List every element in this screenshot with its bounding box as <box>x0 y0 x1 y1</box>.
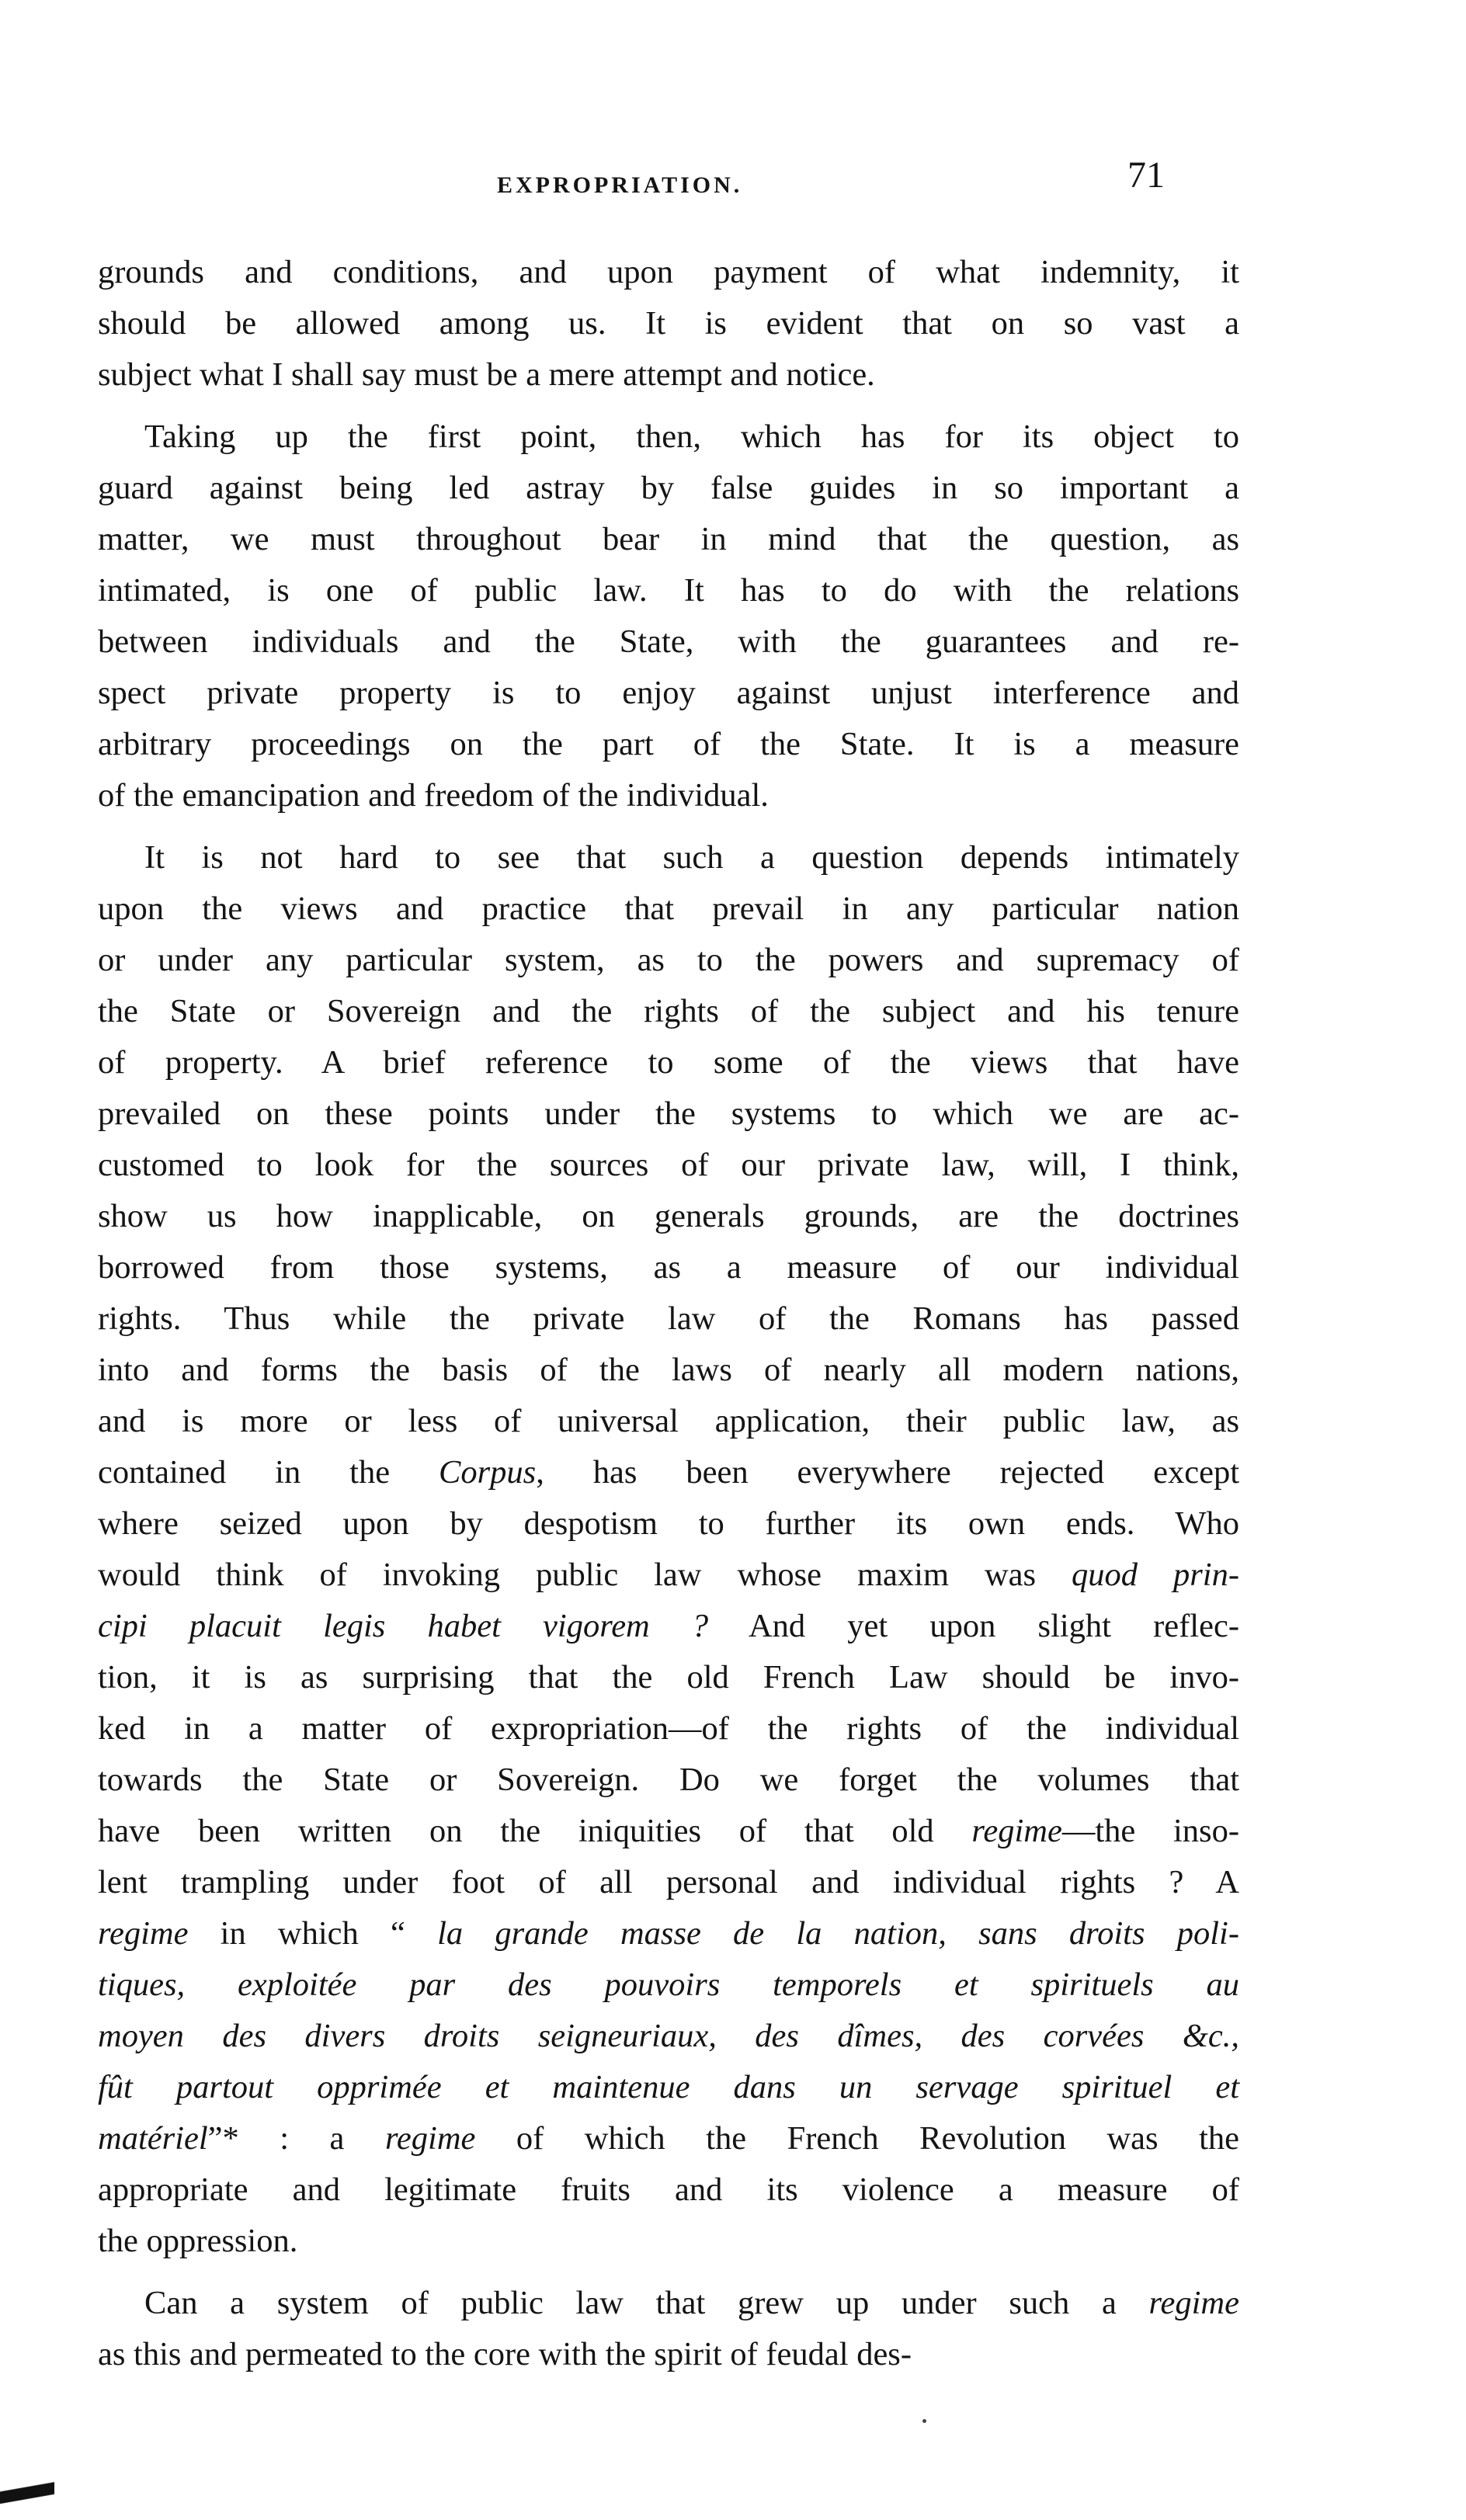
text-line: lent trampling under foot of all personal and individual rights ? A <box>98 1864 1239 1900</box>
text-line: where seized upon by despotism to further its own ends. Who <box>98 1505 1239 1542</box>
text-line: Taking up the first point, then, which has for its object to <box>144 418 1239 455</box>
text-line <box>98 2011 1239 2062</box>
text-line: into and forms the basis of the laws of nearly all modern nations, <box>98 1352 1239 1388</box>
italic-text: regime <box>384 2120 476 2157</box>
text-line: of property. A brief reference to some of the views that have <box>98 1044 1239 1081</box>
text-line: of the emancipation and freedom of the individual. <box>98 777 769 814</box>
italic-text: regime <box>98 1915 189 1952</box>
running-head: EXPROPRIATION. <box>497 172 743 198</box>
italic-text: la grande masse de la nation, sans droits poli- <box>437 1915 1239 1952</box>
text-line: or under any particular system, as to the powers and supremacy of <box>98 942 1239 978</box>
text-line: borrowed from those systems, as a measure of our individual <box>98 1249 1239 1286</box>
italic-text: moyen des divers droits seigneuriaux, des dîmes, des corvées &c., <box>98 2018 1239 2054</box>
italic-text: regime <box>1148 2285 1239 2321</box>
text-line: the State or Sovereign and the rights of the subject and his tenure <box>98 993 1239 1029</box>
paragraph-gap <box>98 401 1239 411</box>
text-line: towards the State or Sovereign. Do we forget the volumes that <box>98 1762 1239 1798</box>
text-line: regime in which “ la grande masse de la nation, sans droits poli- <box>98 1915 1239 1952</box>
text-line <box>98 1959 1239 2011</box>
text-line: grounds and conditions, and upon payment of what indemnity, it <box>98 254 1239 290</box>
text-line: the oppression. <box>98 2223 298 2259</box>
text-line: matériel”* : a regime of which the French Revolution was the <box>98 2120 1239 2157</box>
paragraph-gap <box>98 821 1239 832</box>
ink-speck <box>922 2419 926 2423</box>
text-line: contained in the Corpus, has been everywhere rejected except <box>98 1454 1239 1491</box>
text-line: as this and permeated to the core with the spirit of feudal des- <box>98 2336 912 2372</box>
paragraph <box>98 2278 1239 2380</box>
text-line: upon the views and practice that prevail in any particular nation <box>98 890 1239 927</box>
paragraph <box>98 832 1239 2267</box>
paragraph <box>98 411 1239 821</box>
paragraph <box>98 247 1239 401</box>
text-line: Can a system of public law that grew up under such a regime <box>144 2285 1239 2321</box>
paragraph-gap <box>98 2267 1239 2278</box>
text-line: intimated, is one of public law. It has to do with the relations <box>98 572 1239 609</box>
text-line: guard against being led astray by false guides in so important a <box>98 470 1239 506</box>
italic-text: fût partout opprimée et maintenue dans un servage spirituel et <box>98 2069 1239 2105</box>
text-line: prevailed on these points under the systems to which we are ac- <box>98 1095 1239 1132</box>
text-line: and is more or less of universal application, their public law, as <box>98 1403 1239 1439</box>
text-line: appropriate and legitimate fruits and its violence a measure of <box>98 2171 1239 2208</box>
italic-text: cipi placuit legis habet vigorem ? <box>98 1608 709 1644</box>
text-line: between individuals and the State, with the guarantees and re- <box>98 623 1239 660</box>
body-text <box>98 247 1239 2380</box>
text-line <box>98 2062 1239 2113</box>
italic-text: tiques, exploitée par des pouvoirs temporels et spirituels au <box>98 1966 1239 2003</box>
text-line: tion, it is as surprising that the old French Law should be invo- <box>98 1659 1239 1696</box>
text-line: would think of invoking public law whose maxim was quod prin- <box>98 1557 1239 1593</box>
text-line: ked in a matter of expropriation—of the rights of the individual <box>98 1710 1239 1747</box>
italic-text: regime <box>971 1813 1062 1849</box>
italic-text: Corpus <box>439 1454 537 1491</box>
text-line: show us how inapplicable, on generals grounds, are the doctrines <box>98 1198 1239 1234</box>
text-line: subject what I shall say must be a mere attempt and notice. <box>98 356 875 393</box>
page-number: 71 <box>1127 154 1165 196</box>
text-line: should be allowed among us. It is evident that on so vast a <box>98 305 1239 342</box>
text-line: spect private property is to enjoy against unjust interference and <box>98 675 1239 711</box>
italic-text: quod prin- <box>1072 1557 1239 1593</box>
text-line: rights. Thus while the private law of the Romans has passed <box>98 1300 1239 1337</box>
page-edge-mark <box>0 2475 54 2506</box>
text-line: cipi placuit legis habet vigorem ? And yet upon slight reflec- <box>98 1608 1239 1644</box>
text-line: matter, we must throughout bear in mind that the question, as <box>98 521 1239 557</box>
text-line: It is not hard to see that such a question depends intimately <box>144 839 1239 876</box>
text-line: customed to look for the sources of our private law, will, I think, <box>98 1147 1239 1183</box>
text-line: arbitrary proceedings on the part of the State. It is a measure <box>98 726 1239 762</box>
text-line: have been written on the iniquities of that old regime—the inso- <box>98 1813 1240 1849</box>
italic-text: matériel <box>98 2120 208 2157</box>
